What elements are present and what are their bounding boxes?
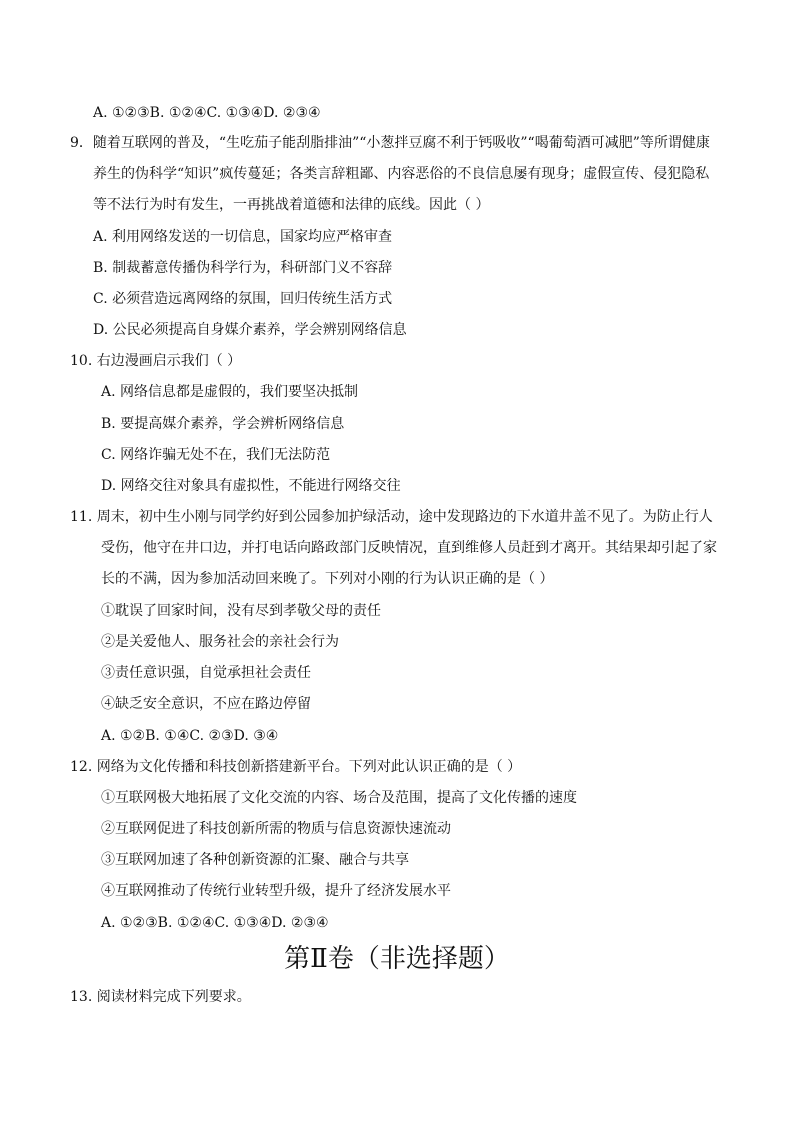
- q11-stem-line3: 长的不满，因为参加活动回来晚了。下列对小刚的行为认识正确的是（ ）: [101, 571, 554, 587]
- q8-options: A. ①②③B. ①②④C. ①③④D. ②③④: [93, 105, 321, 121]
- q9-stem-line2: 养生的伪科学“知识”疯传蔓延；各类言辞粗鄙、内容恶俗的不良信息屡有现身；虚假宣传、侵犯隐私: [93, 166, 710, 182]
- q12-item-4: ④互联网推动了传统行业转型升级，提升了经济发展水平: [101, 883, 451, 899]
- q9-stem-line1: 9．随着互联网的普及，“生吃茄子能刮脂排油”“小葱拌豆腐不利于钙吸收”“喝葡萄酒可减肥”等所谓健康: [70, 135, 710, 151]
- q11-item-1: ①耽误了回家时间，没有尽到孝敬父母的责任: [101, 603, 381, 619]
- q12-item-2: ②互联网促进了科技创新所需的物质与信息资源快速流动: [101, 821, 451, 837]
- q12-options: A. ①②③B. ①②④C. ①③④D. ②③④: [101, 915, 329, 931]
- q11-stem-line1: 11. 周末，初中生小刚与同学约好到公园参加护绿活动，途中发现路边的下水道井盖不见了。为防止行人: [70, 509, 713, 525]
- q11-stem-line2: 受伤，他守在井口边，并打电话向路政部门反映情况，直到维修人员赶到才离开。其结果却引起了家: [101, 540, 717, 556]
- q11-item-2: ②是关爱他人、服务社会的亲社会行为: [101, 634, 339, 650]
- q10-option-a: A. 网络信息都是虚假的，我们要坚决抵制: [101, 384, 359, 400]
- section-title: 第Ⅱ卷（非选择题）: [284, 944, 510, 974]
- q9-stem-line3: 等不法行为时有发生，一再挑战着道德和法律的底线。因此（ ）: [93, 197, 490, 213]
- q10-option-d: D. 网络交往对象具有虚拟性，不能进行网络交往: [101, 478, 401, 494]
- q10-option-c: C. 网络诈骗无处不在，我们无法防范: [101, 447, 331, 463]
- q12-item-3: ③互联网加速了各种创新资源的汇聚、融合与共享: [101, 852, 409, 868]
- q13-stem: 13. 阅读材料完成下列要求。: [70, 989, 251, 1005]
- q12-item-1: ①互联网极大地拓展了文化交流的内容、场合及范围，提高了文化传播的速度: [101, 790, 577, 806]
- q9-option-c: C. 必须营造远离网络的氛围，回归传统生活方式: [93, 291, 393, 307]
- q11-item-3: ③责任意识强，自觉承担社会责任: [101, 665, 311, 681]
- q12-stem: 12. 网络为文化传播和科技创新搭建新平台。下列对此认识正确的是（ ）: [70, 759, 522, 775]
- q10-stem: 10. 右边漫画启示我们（ ）: [70, 353, 242, 369]
- q11-options: A. ①②B. ①④C. ②③D. ③④: [101, 728, 279, 744]
- q10-option-b: B. 要提高媒介素养，学会辨析网络信息: [101, 416, 345, 432]
- q9-option-b: B. 制裁蓄意传播伪科学行为，科研部门义不容辞: [93, 260, 393, 276]
- q9-option-a: A. 利用网络发送的一切信息，国家均应严格审查: [93, 229, 393, 245]
- q11-item-4: ④缺乏安全意识，不应在路边停留: [101, 696, 311, 712]
- q9-option-d: D. 公民必须提高自身媒介素养，学会辨别网络信息: [93, 322, 407, 338]
